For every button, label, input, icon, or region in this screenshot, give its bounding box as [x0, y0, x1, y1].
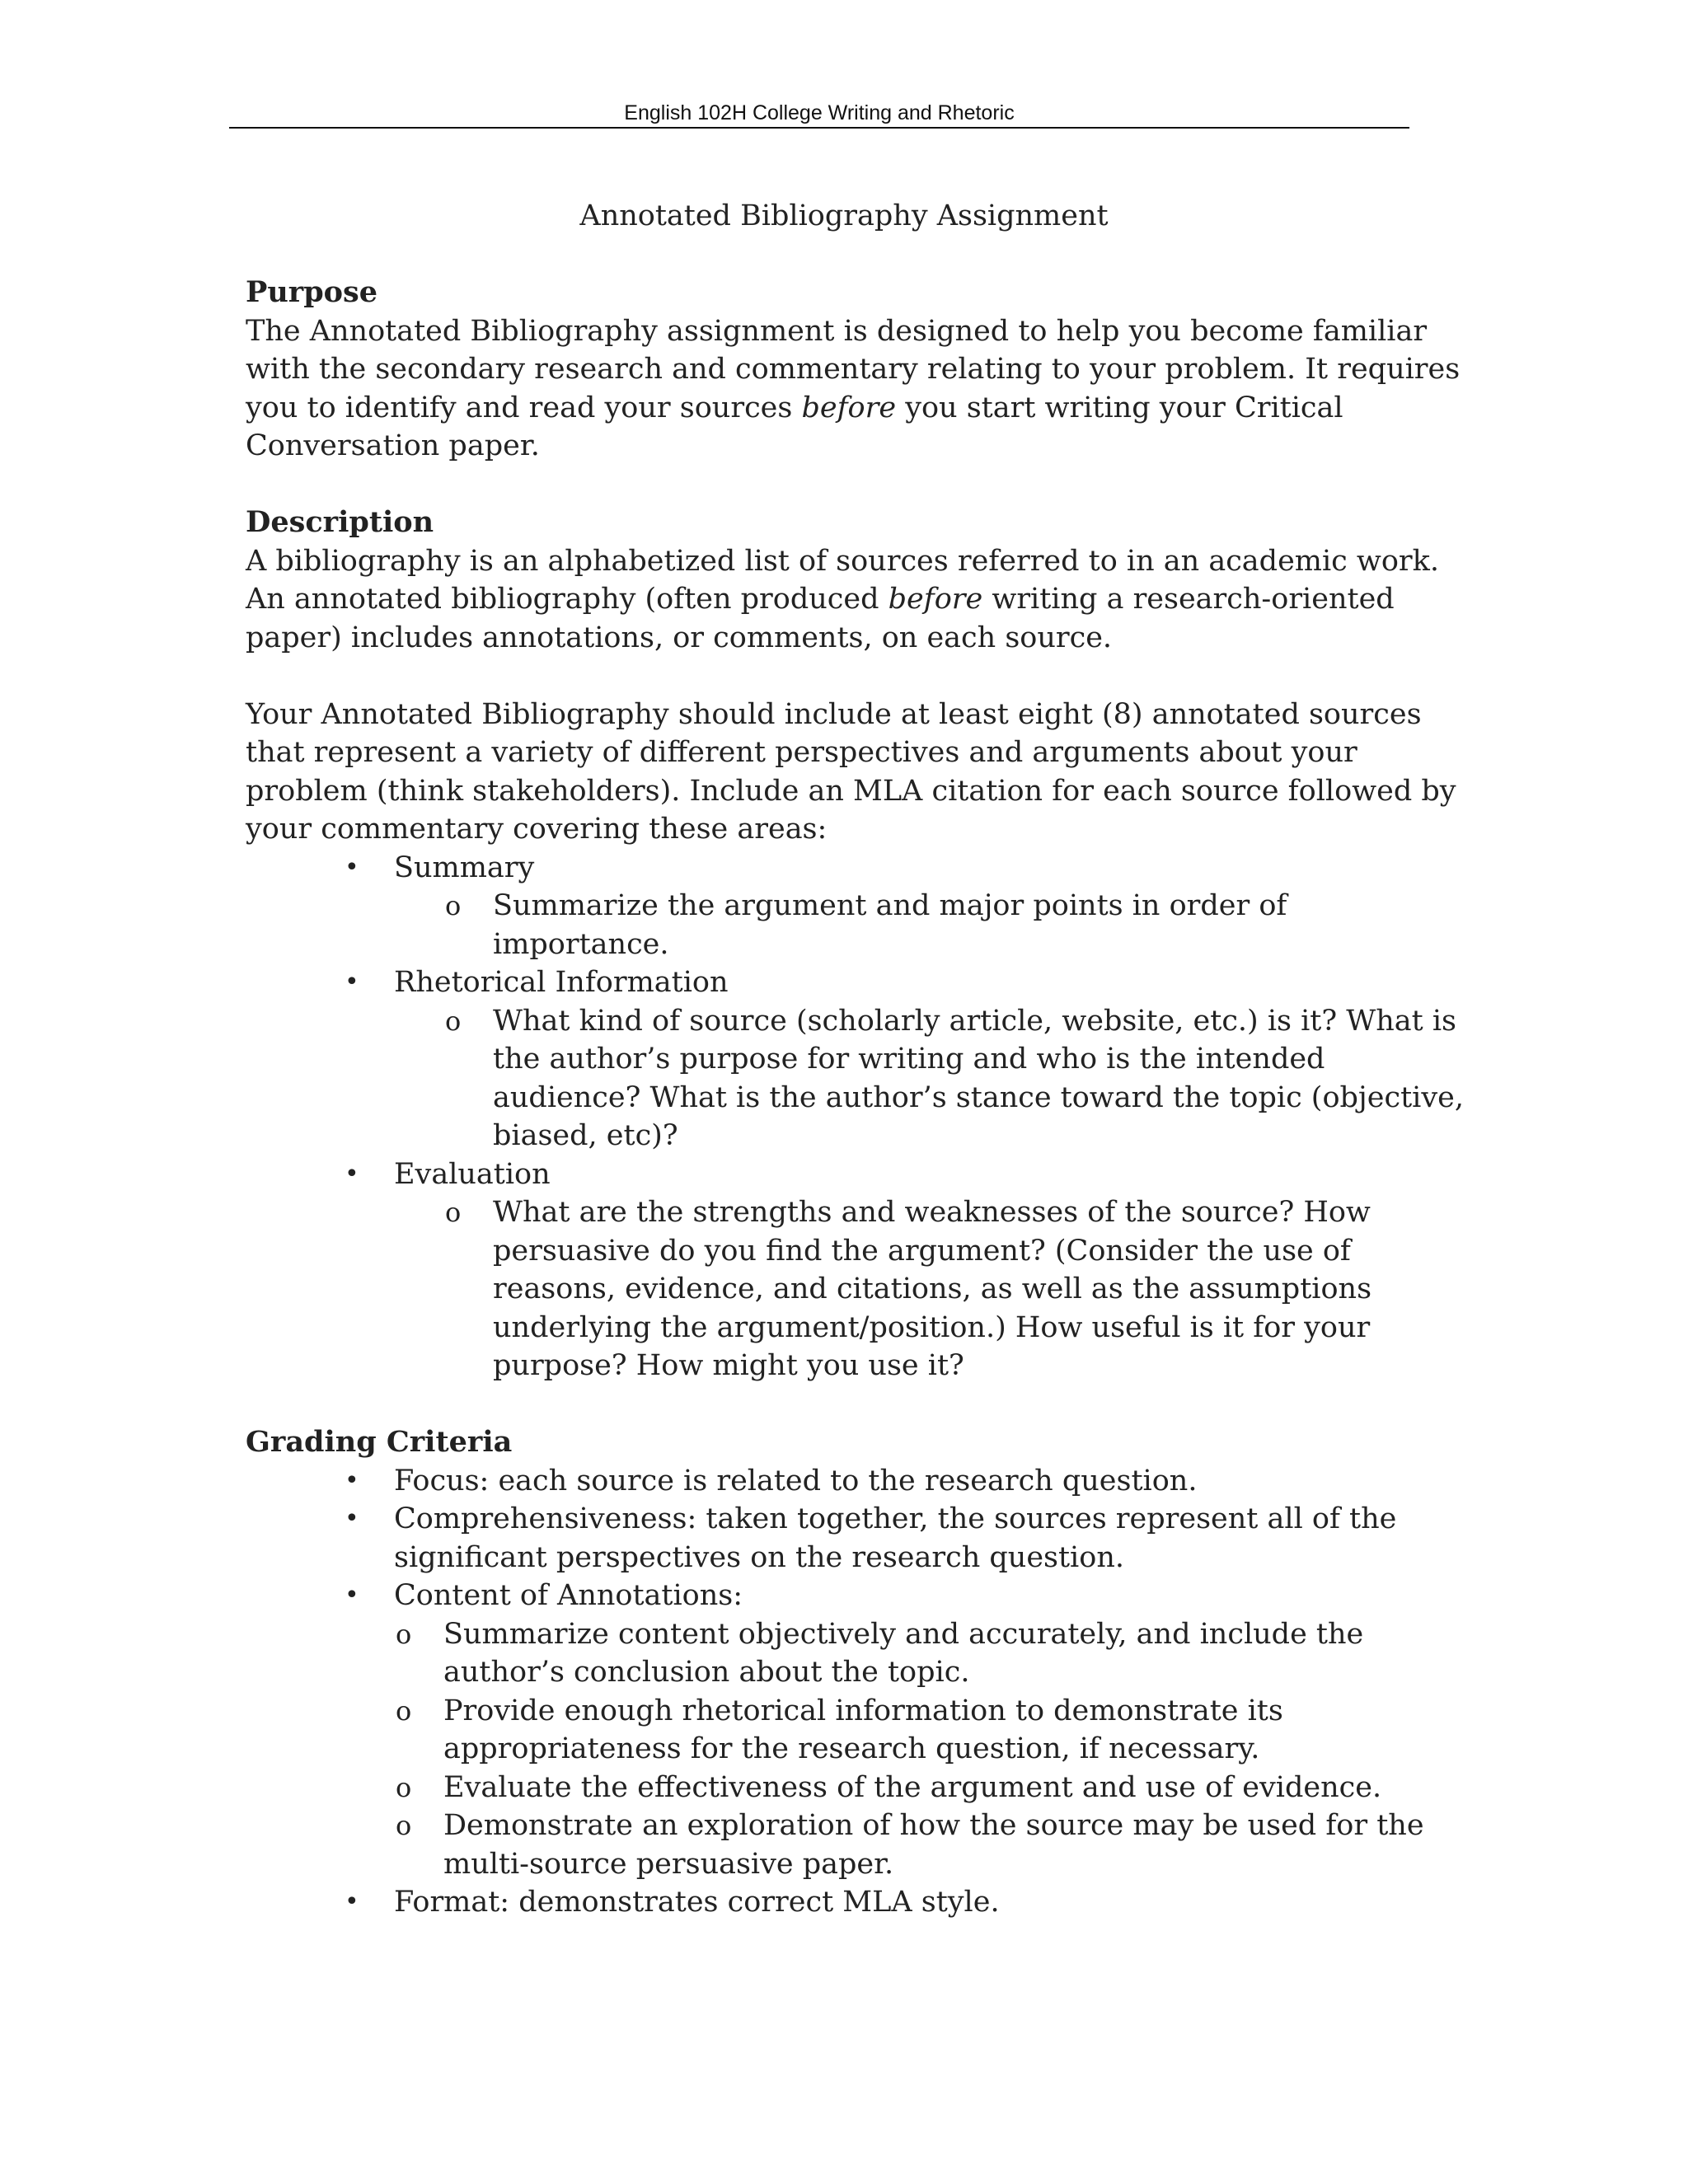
list-item: [345, 849, 1465, 964]
criterion-detail: Summarize content objectively and accurately, and include the author’s conclusion about the topic.: [443, 1617, 1364, 1689]
purpose-text-2: you start writing your Critical Conversation paper.: [246, 391, 1343, 462]
document-title: Annotated Bibliography Assignment: [579, 199, 1109, 232]
list-item: [396, 1692, 1465, 1769]
running-header: English 102H College Writing and Rhetoric: [624, 101, 1015, 124]
grading-criteria-list: [246, 1462, 1465, 1922]
description-text-1: A bibliography is an alphabetized list of sources referred to in an academic work. An annotated bibliography (often produced: [246, 544, 1439, 616]
circle-bullet-icon: o: [396, 1694, 412, 1727]
sub-list: [394, 1002, 1465, 1155]
bullet-icon: •: [345, 1465, 359, 1495]
area-detail: Summarize the argument and major points in order of importance.: [493, 889, 1287, 961]
bullet-icon: •: [345, 1159, 359, 1188]
list-item: [445, 1002, 1465, 1155]
description-heading: Description: [246, 505, 434, 539]
bullet-icon: •: [345, 852, 359, 882]
bullet-icon: •: [345, 968, 359, 996]
criterion-detail: Demonstrate an exploration of how the source may be used for the multi-source persuasive paper.: [443, 1809, 1424, 1881]
area-label: Rhetorical Information: [394, 966, 729, 999]
criterion-text: Comprehensiveness: taken together, the sources represent all of the significant perspectives on the research question.: [394, 1502, 1397, 1574]
criterion-detail: Provide enough rhetorical information to demonstrate its appropriateness for the research question, if necessary.: [443, 1694, 1283, 1765]
list-item: [396, 1769, 1465, 1807]
grading-heading: Grading Criteria: [246, 1425, 513, 1459]
purpose-text-1: The Annotated Bibliography assignment is designed to help you become familiar with the secondary research and commentary relating to your problem. It requires you to identify and read your sources: [246, 314, 1461, 424]
list-item: [445, 1193, 1465, 1385]
bullet-icon: •: [345, 1504, 359, 1533]
list-item: [345, 1155, 1465, 1385]
circle-bullet-icon: o: [396, 1618, 412, 1650]
list-item: [345, 1462, 1465, 1501]
criterion-text: Focus: each source is related to the research question.: [394, 1464, 1198, 1497]
area-label: Evaluation: [394, 1157, 551, 1191]
circle-bullet-icon: o: [396, 1810, 412, 1841]
area-label: Summary: [394, 851, 535, 884]
criterion-text: Content of Annotations:: [394, 1579, 743, 1612]
list-item: [345, 1883, 1465, 1922]
area-detail: What are the strengths and weaknesses of the source? How persuasive do you find the argument? (Consider the use of reasons, evidence, and citations, as well as the assumptions underlying the argument/position.) How useful is it for your purpose? How might you use it?: [493, 1196, 1372, 1382]
list-item: [445, 887, 1465, 963]
sub-list: [394, 1615, 1465, 1884]
area-detail: What kind of source (scholarly article, website, etc.) is it? What is the author’s purpose for writing and who is the intended audience? What is the author’s stance toward the topic (objective, biased, etc)?: [493, 1004, 1464, 1152]
list-item: [345, 963, 1465, 1155]
header-rule: [229, 127, 1409, 129]
sub-list: [394, 887, 1465, 963]
sub-list: [394, 1193, 1465, 1385]
commentary-areas-list: [246, 849, 1465, 1385]
bullet-icon: •: [345, 1887, 359, 1916]
description-emphasis: before: [888, 583, 983, 616]
purpose-heading: Purpose: [246, 275, 377, 309]
document-body: [246, 274, 1465, 1922]
description-paragraph-1: [246, 542, 1465, 658]
criterion-text: Format: demonstrates correct MLA style.: [394, 1886, 1000, 1919]
purpose-emphasis: before: [801, 391, 897, 424]
list-item: [396, 1807, 1465, 1883]
list-item: [396, 1615, 1465, 1692]
criterion-detail: Evaluate the effectiveness of the argument and use of evidence.: [443, 1770, 1382, 1804]
description-text-2: writing a research-oriented paper) includes annotations, or comments, on each source.: [246, 583, 1395, 654]
list-item: [345, 1577, 1465, 1883]
circle-bullet-icon: o: [396, 1771, 412, 1803]
circle-bullet-icon: o: [445, 890, 462, 921]
description-paragraph-2: Your Annotated Bibliography should include at least eight (8) annotated sources that represent a variety of different perspectives and arguments about your problem (think stakeholders). Include an MLA citation for each source followed by your commentary covering these areas:: [246, 697, 1456, 846]
list-item: [345, 1500, 1465, 1577]
bullet-icon: •: [345, 1581, 359, 1610]
purpose-paragraph: [246, 312, 1465, 466]
circle-bullet-icon: o: [445, 1197, 462, 1228]
circle-bullet-icon: o: [445, 1005, 462, 1037]
